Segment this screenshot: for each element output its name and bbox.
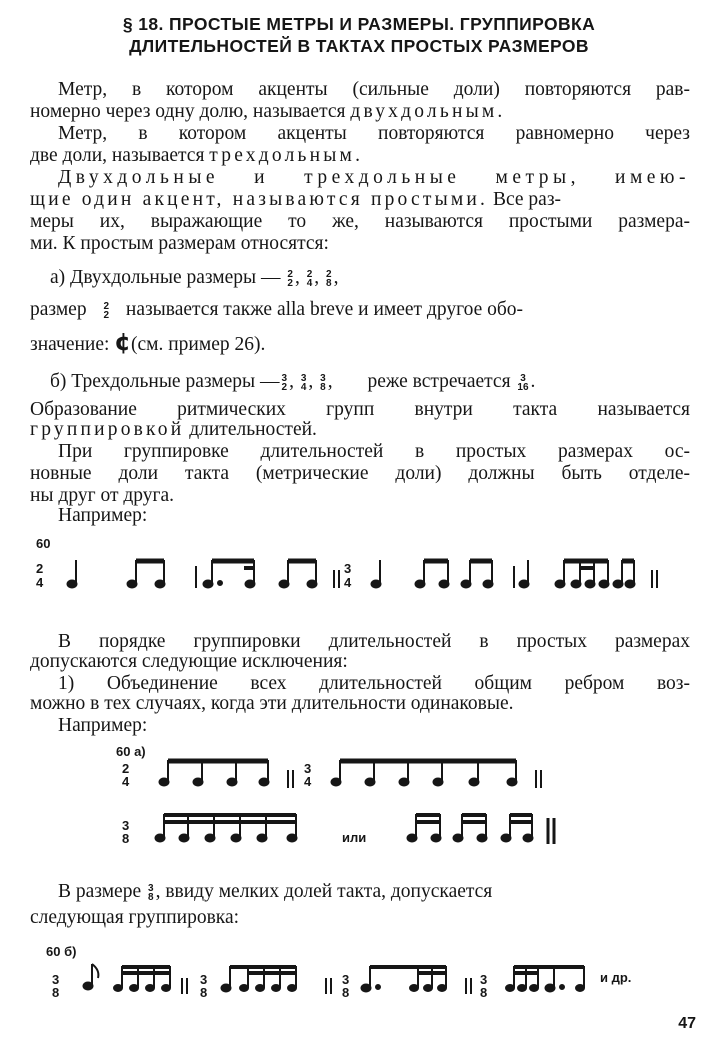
svg-text:4: 4 xyxy=(122,774,130,789)
para1-line-2: номерно через одну долю, называется двухдольным. xyxy=(30,101,506,122)
example-intro: Например: xyxy=(58,505,148,526)
para2-line-1: Метр, в котором акценты повторяются равномерно через xyxy=(58,123,690,144)
para3-line-1: Двухдольные и трехдольные метры, имею- xyxy=(58,167,690,188)
svg-text:3: 3 xyxy=(342,972,350,987)
svg-text:4: 4 xyxy=(36,575,44,590)
time-signature xyxy=(36,561,352,590)
alla-breve-line-1: размер 2 2 называется также alla breve и имеет другое обо- xyxy=(30,299,524,321)
example-intro: Например: xyxy=(58,715,148,736)
svg-text:3: 3 xyxy=(304,761,312,776)
para7-line-2: следующая группировка: xyxy=(30,907,240,928)
para6-line-2: допускаются следующие исключения: xyxy=(30,651,348,672)
cut-time-symbol: ¢ xyxy=(114,328,131,356)
or-label: или xyxy=(342,830,367,845)
rhythm-example-60 xyxy=(0,550,718,600)
para5-line-2: новные доли такта (метрические доли) должны быть отделе- xyxy=(30,463,690,484)
term-trekhdolnym: трехдольным. xyxy=(209,145,364,166)
time-signature: 3 8 xyxy=(148,882,154,903)
term-gruppirovkoy: группировкой xyxy=(30,419,185,440)
svg-text:8: 8 xyxy=(342,985,350,1000)
svg-text:2: 2 xyxy=(122,761,130,776)
svg-text:3: 3 xyxy=(480,972,488,987)
time-signature: 2 2 xyxy=(103,300,110,321)
term-prostymi: простыми. xyxy=(370,189,489,210)
svg-text:8: 8 xyxy=(200,985,208,1000)
alla-breve-line-2: значение: ¢(см. пример 26). xyxy=(30,328,266,356)
svg-text:4: 4 xyxy=(344,575,352,590)
svg-text:8: 8 xyxy=(52,985,60,1000)
list-item-a: а) Двухдольные размеры — 2 2 , 2 4 , 2 8 , xyxy=(50,267,339,289)
section-heading-line-1: § 18. ПРОСТЫЕ МЕТРЫ И РАЗМЕРЫ. ГРУППИРОВКА xyxy=(122,14,596,34)
svg-text:3: 3 xyxy=(122,818,130,833)
para3-line-3: меры их, выражающие то же, называются простыми размера- xyxy=(30,211,690,232)
para6-line-4: можно в тех случаях, когда эти длительности одинаковые. xyxy=(30,693,514,714)
term-dvukhdolnym: двухдольным. xyxy=(350,101,506,122)
svg-text:2: 2 xyxy=(36,561,44,576)
time-signature: 3 8 xyxy=(320,372,326,393)
svg-text:3: 3 xyxy=(200,972,208,987)
para4-line-2: группировкой длительностей. xyxy=(30,419,317,440)
para6-line-1: В порядке группировки длительностей в простых размерах xyxy=(58,631,690,652)
time-signature: 3 4 xyxy=(300,372,307,393)
time-signature: 2 8 xyxy=(326,268,332,289)
time-signature xyxy=(122,761,312,846)
para5-line-1: При группировке длительностей в простых размерах ос- xyxy=(58,441,690,462)
list-item-b: б) Трехдольные размеры — 3 2 , 3 4 , 3 8 , реже встречается 3 16 . xyxy=(50,371,536,393)
time-signature: 3 2 xyxy=(281,372,288,393)
example-60-label: 60 xyxy=(36,536,51,551)
para4-line-1: Образование ритмических групп внутри такта называется xyxy=(30,399,690,420)
rhythm-example-60a xyxy=(0,756,718,852)
time-signature: 3 16 xyxy=(517,372,529,393)
para1-line-1: Метр, в котором акценты (сильные доли) повторяются рав- xyxy=(58,79,690,100)
para7-line-1: В размере 3 8 , ввиду мелких долей такта, допускается xyxy=(58,881,493,903)
page-number: 47 xyxy=(678,1015,696,1032)
svg-text:8: 8 xyxy=(122,831,130,846)
svg-text:3: 3 xyxy=(52,972,60,987)
example-60a-label: 60 а) xyxy=(116,744,146,759)
para6-line-3: 1) Объединение всех длительностей общим ребром воз- xyxy=(58,673,690,694)
time-signature: 2 2 xyxy=(287,268,293,289)
example-60b-label: 60 б) xyxy=(46,944,77,959)
etc-label: и др. xyxy=(600,970,632,985)
time-signature: 2 4 xyxy=(306,268,313,289)
para3-line-4: ми. К простым размерам относятся: xyxy=(30,233,329,254)
rhythm-example-60b xyxy=(0,956,718,1006)
svg-text:8: 8 xyxy=(480,985,488,1000)
para2-line-2: две доли, называется трехдольным. xyxy=(30,145,364,166)
para5-line-3: ны друг от друга. xyxy=(30,485,175,506)
para3-line-2: щие один акцент, называются простыми. Все раз- xyxy=(30,189,562,210)
section-heading-line-2: ДЛИТЕЛЬНОСТЕЙ В ТАКТАХ ПРОСТЫХ РАЗМЕРОВ xyxy=(129,36,589,56)
svg-text:3: 3 xyxy=(344,561,352,576)
svg-text:4: 4 xyxy=(304,774,312,789)
